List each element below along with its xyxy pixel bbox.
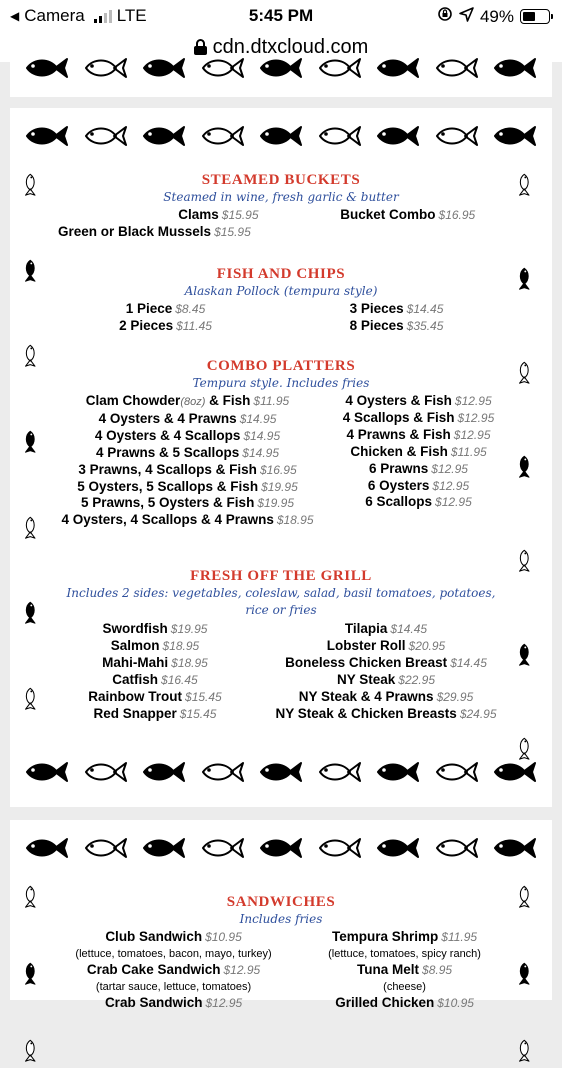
fish-icon — [24, 156, 48, 202]
fish-icon — [317, 760, 363, 784]
fish-icon — [24, 413, 48, 459]
section-subtitle: rice or fries — [245, 603, 317, 617]
fish-icon — [518, 344, 542, 390]
menu-item: 1 Piece $8.45 — [125, 301, 206, 316]
fish-icon — [24, 1022, 48, 1068]
menu-item: 5 Oysters, 5 Scallops & Fish $19.95 — [77, 478, 298, 494]
menu-item: NY Steak $22.95 — [337, 671, 435, 687]
fish-icon — [141, 836, 187, 860]
menu-item: Red Snapper $15.45 — [93, 705, 217, 721]
fish-icon — [83, 760, 129, 784]
battery-icon — [520, 9, 550, 24]
fish-icon — [24, 327, 48, 373]
fish-icon — [141, 56, 187, 80]
section-subtitle: Tempura style. Includes fries — [192, 376, 370, 390]
menu-item: Green or Black Mussels $15.95 — [58, 223, 251, 239]
fish-icon — [434, 836, 480, 860]
menu-item: Mahi-Mahi $18.95 — [102, 654, 208, 670]
menu-item: Rainbow Trout $15.45 — [88, 688, 222, 704]
menu-item: 8 Pieces $35.45 — [349, 317, 444, 333]
menu-item: Swordfish $19.95 — [102, 621, 208, 636]
menu-item: Lobster Roll $20.95 — [326, 637, 446, 653]
menu-item: 2 Pieces $11.45 — [119, 317, 212, 333]
fish-icon — [24, 868, 48, 914]
fish-icon — [518, 250, 542, 296]
menu-item: 6 Oysters $12.95 — [367, 477, 470, 493]
section-title: FRESH OFF THE GRILL — [190, 568, 372, 584]
menu-item: 4 Prawns & Fish $12.95 — [346, 426, 491, 442]
fish-icon — [24, 124, 70, 148]
clock: 5:45 PM — [248, 6, 314, 25]
item-description: (lettuce, tomatoes, spicy ranch) — [328, 947, 481, 960]
menu-item: 4 Oysters, 4 Scallops & 4 Prawns $18.95 — [61, 512, 314, 528]
menu-item: 5 Prawns, 5 Oysters & Fish $19.95 — [80, 495, 295, 511]
section-subtitle: Includes fries — [239, 912, 323, 926]
menu-item: Clams $15.95 — [178, 207, 259, 222]
fish-icon — [200, 124, 246, 148]
menu-item: Chicken & Fish $11.95 — [350, 443, 487, 459]
fish-icon — [24, 836, 70, 860]
item-description: (lettuce, tomatoes, bacon, mayo, turkey) — [75, 947, 272, 960]
fish-icon — [141, 760, 187, 784]
menu-item: 3 Pieces $14.45 — [349, 301, 444, 316]
fish-icon — [200, 56, 246, 80]
fish-icon — [83, 124, 129, 148]
menu-item: 4 Oysters & Fish $12.95 — [345, 393, 492, 408]
section-steamed-buckets — [50, 172, 512, 241]
fish-icon — [518, 532, 542, 578]
menu-item: Tuna Melt $8.95 — [357, 961, 453, 977]
back-app-label[interactable]: Camera — [24, 6, 85, 25]
fish-icon — [200, 836, 246, 860]
fish-icon — [518, 720, 542, 766]
fish-icon — [258, 760, 304, 784]
menu-page-previous — [10, 62, 552, 97]
item-description: (tartar sauce, lettuce, tomatoes) — [95, 980, 252, 993]
fish-icon — [24, 670, 48, 716]
menu-item: Grilled Chicken $10.95 — [335, 994, 474, 1010]
menu-item: Boneless Chicken Breast $14.45 — [285, 654, 487, 670]
fish-icon — [434, 760, 480, 784]
menu-item: Club Sandwich $10.95 — [105, 929, 242, 944]
fish-icon — [518, 1022, 542, 1068]
fish-icon — [375, 836, 421, 860]
fish-icon — [434, 124, 480, 148]
fish-icon — [83, 56, 129, 80]
section-title: STEAMED BUCKETS — [201, 172, 361, 188]
menu-item: Tilapia $14.45 — [344, 621, 428, 636]
menu-item: 4 Oysters & 4 Prawns $14.95 — [98, 410, 277, 426]
fish-icon — [24, 945, 48, 991]
menu-item: 4 Prawns & 5 Scallops $14.95 — [95, 444, 279, 460]
menu-page-next — [10, 820, 552, 1010]
menu-item: Crab Cake Sandwich $12.95 — [86, 961, 261, 977]
menu-item: 6 Prawns $12.95 — [369, 460, 468, 476]
section-title: FISH AND CHIPS — [216, 266, 346, 282]
fish-icon — [375, 124, 421, 148]
chevron-left-icon[interactable]: ◀ — [10, 9, 20, 23]
section-title: SANDWICHES — [226, 894, 336, 910]
fish-icon — [141, 124, 187, 148]
menu-item: Tempura Shrimp $11.95 — [332, 929, 478, 944]
fish-icon — [518, 438, 542, 484]
battery-percent: 49% — [479, 6, 514, 26]
menu-item: NY Steak & Chicken Breasts $24.95 — [275, 705, 497, 721]
fish-icon — [200, 760, 246, 784]
menu-item: Crab Sandwich $12.95 — [104, 994, 243, 1010]
fish-icon — [317, 124, 363, 148]
fish-icon — [317, 56, 363, 80]
menu-item: 3 Prawns, 4 Scallops & Fish $16.95 — [78, 461, 297, 477]
fish-icon — [518, 945, 542, 991]
fish-icon — [518, 868, 542, 914]
section-subtitle: Includes 2 sides: vegetables, coleslaw, salad, basil tomatoes, potatoes, — [66, 586, 496, 600]
section-subtitle: Alaskan Pollock (tempura style) — [184, 284, 378, 298]
fish-icon — [375, 760, 421, 784]
menu-item: 4 Scallops & Fish $12.95 — [342, 409, 495, 425]
section-combo-platters — [50, 358, 512, 529]
fish-icon — [24, 242, 48, 288]
menu-item: 4 Oysters & 4 Scallops $14.95 — [94, 427, 281, 443]
fish-icon — [24, 499, 48, 545]
fish-icon — [518, 156, 542, 202]
lock-icon — [194, 39, 207, 55]
fish-icon — [317, 836, 363, 860]
menu-item: 6 Scallops $12.95 — [365, 494, 472, 510]
location-arrow-icon — [459, 7, 474, 27]
menu-item: Catfish $16.45 — [112, 671, 198, 687]
menu-item: NY Steak & 4 Prawns $29.95 — [298, 688, 474, 704]
menu-item: Salmon $18.95 — [110, 637, 200, 653]
fish-icon — [83, 836, 129, 860]
menu-item: Bucket Combo $16.95 — [340, 207, 476, 222]
network-label: LTE — [116, 6, 147, 25]
section-fresh-off-grill — [50, 568, 512, 722]
fish-icon — [375, 56, 421, 80]
fish-icon — [258, 124, 304, 148]
fish-icon — [492, 56, 538, 80]
status-bar — [0, 0, 562, 32]
menu-page-main — [10, 108, 552, 807]
section-title: COMBO PLATTERS — [206, 358, 356, 374]
url-text[interactable]: cdn.dtxcloud.com — [212, 35, 369, 58]
fish-icon — [24, 56, 70, 80]
section-fish-and-chips — [50, 266, 512, 335]
location-lock-icon — [437, 6, 453, 27]
fish-icon — [434, 56, 480, 80]
fish-icon — [258, 56, 304, 80]
fish-icon — [258, 836, 304, 860]
section-sandwiches — [50, 894, 512, 1012]
fish-icon — [24, 584, 48, 630]
fish-icon — [492, 836, 538, 860]
menu-item: Clam Chowder(8oz) & Fish $11.95 — [85, 393, 290, 408]
fish-icon — [24, 760, 70, 784]
fish-icon — [492, 124, 538, 148]
fish-icon — [518, 626, 542, 672]
section-subtitle: Steamed in wine, fresh garlic & butter — [163, 190, 399, 204]
item-description: (cheese) — [383, 980, 426, 993]
